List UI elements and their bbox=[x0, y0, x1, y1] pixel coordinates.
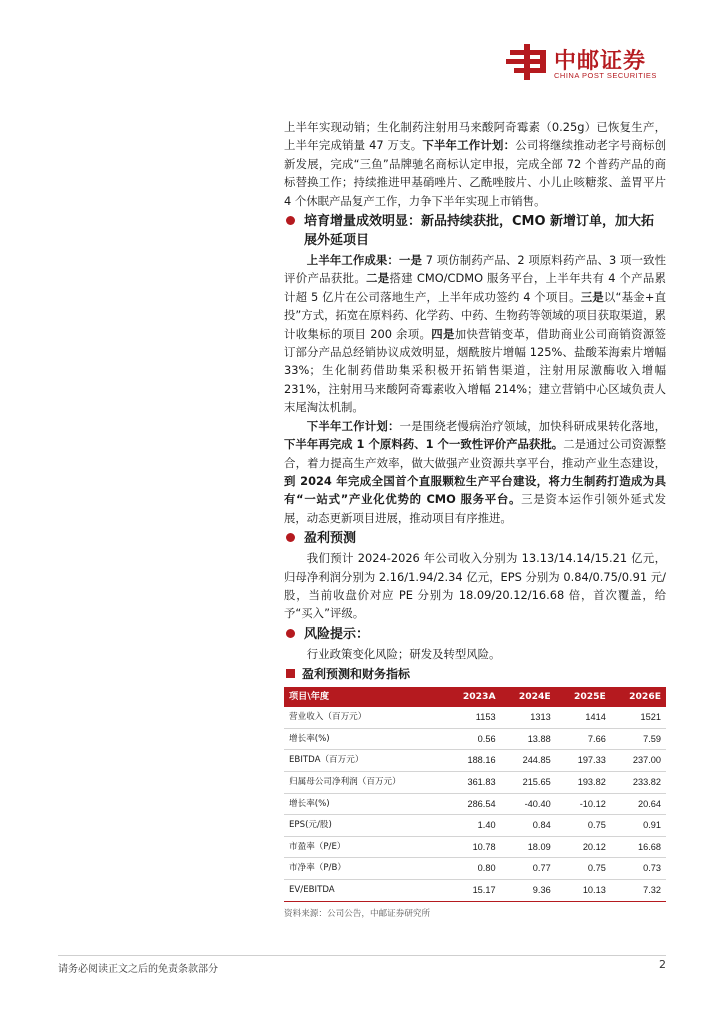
risk-paragraph: 行业政策变化风险；研发及转型风险。 bbox=[306, 646, 501, 661]
cell: EV/EBITDA bbox=[284, 879, 444, 901]
label: 到 2024 年完成全国首个直服颗粒生产平台建设，将力生制药打造成为具有“一站式”产业化优势的 CMO 服务平台。 bbox=[284, 473, 666, 507]
text: 7 项仿制药产品、2 项原料药产品、3 项一致性评价产品获批。 bbox=[284, 253, 666, 286]
section-title: 培育增量成效明显：新品持续获批，CMO 新增订单，加大拓展外延项目 bbox=[304, 214, 655, 249]
forecast-paragraph: 我们预计 2024-2026 年公司收入分别为 13.13/14.14/15.21 亿元，归母净利润分别为 2.16/1.94/2.34 亿元，EPS 分别为 0.84/0.75/0.91 元/股，当前收盘价对应 PE 分别为 18.09/20.12/16.68 倍，首次覆盖，给予“买入”评级。 bbox=[284, 551, 666, 621]
cell: 1313 bbox=[501, 707, 556, 728]
cell: 增长率(%) bbox=[284, 728, 444, 750]
page-number: 2 bbox=[659, 958, 666, 971]
table-row bbox=[284, 858, 666, 880]
table-row bbox=[284, 771, 666, 793]
cell: 10.78 bbox=[444, 836, 500, 858]
label: 一是 bbox=[398, 253, 423, 268]
header-cell: 2025E bbox=[556, 687, 611, 707]
cell: 0.56 bbox=[444, 728, 500, 750]
china-post-logo-icon bbox=[506, 44, 548, 80]
table-row bbox=[284, 707, 666, 728]
square-bullet-icon bbox=[286, 669, 295, 678]
cell: 1414 bbox=[556, 707, 611, 728]
cell: 188.16 bbox=[444, 750, 500, 772]
cell: 9.36 bbox=[501, 879, 556, 901]
table-title-text: 盈利预测和财务指标 bbox=[302, 667, 411, 682]
cell: 18.09 bbox=[501, 836, 556, 858]
cell: 20.64 bbox=[611, 793, 666, 815]
label: 下半年工作计划： bbox=[306, 418, 400, 433]
cell: 193.82 bbox=[556, 771, 611, 793]
cell: EBITDA（百万元） bbox=[284, 750, 444, 772]
bullet-icon bbox=[286, 216, 295, 225]
cell: 0.75 bbox=[556, 815, 611, 837]
header-cell: 项目\年度 bbox=[284, 687, 444, 707]
bullet-icon bbox=[286, 629, 295, 638]
section-title: 盈利预测 bbox=[304, 531, 357, 547]
cell: 0.73 bbox=[611, 858, 666, 880]
table-source: 资料来源：公司公告，中邮证券研究所 bbox=[284, 908, 431, 919]
text: 二是通过公司资源整合，着力提高生产效率，做大做强产业资源共享平台，推动产业生态建设， bbox=[284, 437, 666, 470]
text: 一是围绕老慢病治疗领域，加快科研成果转化落地， bbox=[399, 418, 666, 433]
cell: 13.88 bbox=[501, 728, 556, 750]
table-row bbox=[284, 793, 666, 815]
cell: 增长率(%) bbox=[284, 793, 444, 815]
intro-paragraph bbox=[284, 118, 666, 210]
report-body bbox=[284, 118, 666, 923]
table-header-row bbox=[284, 687, 666, 707]
cell: -10.12 bbox=[556, 793, 611, 815]
cell: 237.00 bbox=[611, 750, 666, 772]
label: 二是 bbox=[366, 271, 390, 286]
growth-results-paragraph bbox=[284, 251, 666, 417]
footer-disclaimer: 请务必阅读正文之后的免责条款部分 bbox=[58, 964, 218, 975]
cell: 市净率（P/B） bbox=[284, 858, 444, 880]
cell: 1521 bbox=[611, 707, 666, 728]
cell: 7.66 bbox=[556, 728, 611, 750]
cell: 归属母公司净利润（百万元） bbox=[284, 771, 444, 793]
cell: 营业收入（百万元） bbox=[284, 707, 444, 728]
table-row bbox=[284, 728, 666, 750]
bullet-icon bbox=[286, 533, 295, 542]
cell: 0.75 bbox=[556, 858, 611, 880]
label: 三是 bbox=[580, 289, 604, 304]
table-row bbox=[284, 750, 666, 772]
cell: 7.32 bbox=[611, 879, 666, 901]
cell: 244.85 bbox=[501, 750, 556, 772]
cell: -40.40 bbox=[501, 793, 556, 815]
cell: 15.17 bbox=[444, 879, 500, 901]
cell: 286.54 bbox=[444, 793, 500, 815]
cell: 233.82 bbox=[611, 771, 666, 793]
text: 加快营销变革，借助商业公司商销资源签订部分产品总经销协议成效明显，烟酰胺片增幅 125%、盐酸苯海索片增幅 33%；生化制药借助集采积极开拓销售渠道，注射用尿激酶收入增幅 231%，注射用马来酸阿奇霉素收入增幅 214%；建立营销中心区域负责人末尾淘汰机制。 bbox=[284, 326, 666, 415]
financial-table bbox=[284, 687, 666, 901]
cell: 7.59 bbox=[611, 728, 666, 750]
growth-plan-paragraph bbox=[284, 417, 666, 527]
text: 三是资本运作引领外延式发展，动态更新项目进展，推动项目有序推进。 bbox=[284, 492, 666, 525]
table-row bbox=[284, 815, 666, 837]
brand-name-cn: 中邮证券 bbox=[554, 49, 647, 74]
header-cell: 2026E bbox=[611, 687, 666, 707]
cell: 0.91 bbox=[611, 815, 666, 837]
header-cell: 2024E bbox=[501, 687, 556, 707]
cell: 197.33 bbox=[556, 750, 611, 772]
cell: 0.84 bbox=[501, 815, 556, 837]
brand-logo bbox=[506, 44, 666, 84]
cell: 215.65 bbox=[501, 771, 556, 793]
table-row bbox=[284, 879, 666, 901]
text: 搭建 CMO/CDMO 服务平台，上半年共有 4 个产品累计超 5 亿片在公司落地生产，上半年成功签约 4 个项目。 bbox=[284, 271, 666, 304]
label: 上半年工作成果： bbox=[306, 253, 399, 268]
cell: 市盈率（P/E） bbox=[284, 836, 444, 858]
cell: 10.13 bbox=[556, 879, 611, 901]
cell: 1.40 bbox=[444, 815, 500, 837]
label: 四是 bbox=[431, 326, 455, 341]
cell: EPS(元/股) bbox=[284, 815, 444, 837]
intro-text: 上半年实现动销；生化制药注射用马来酸阿奇霉素（0.25g）已恢复生产，上半年完成销量 47 万支。 bbox=[284, 120, 666, 153]
cell: 16.68 bbox=[611, 836, 666, 858]
section-title: 风险提示： bbox=[304, 626, 370, 642]
header-cell: 2023A bbox=[444, 687, 500, 707]
section-heading-risk bbox=[284, 625, 666, 644]
cell: 20.12 bbox=[556, 836, 611, 858]
intro-plan-label: 下半年工作计划： bbox=[422, 138, 516, 153]
cell: 1153 bbox=[444, 707, 500, 728]
text: 以“基金+直投”方式，拓宽在原料药、化学药、中药、生物药等领域的项目获取渠道，累计收集标的项目 200 余项。 bbox=[284, 289, 666, 341]
table-title bbox=[284, 665, 666, 683]
section-heading-forecast bbox=[284, 529, 666, 548]
footer-divider bbox=[58, 955, 666, 956]
section-heading-growth bbox=[284, 212, 666, 250]
cell: 0.77 bbox=[501, 858, 556, 880]
table-row bbox=[284, 836, 666, 858]
cell: 361.83 bbox=[444, 771, 500, 793]
intro-plan-text: 公司将继续推动老字号商标创新发展，完成“三鱼”品牌驰名商标认定申报，完成全部 72 个普药产品的商标替换工作；持续推进甲基硝唑片、乙酰唑胺片、小儿止咳糖浆、盖胃平片 4 个休眠产品复产工作，力争下半年实现上市销售。 bbox=[284, 138, 666, 208]
cell: 0.80 bbox=[444, 858, 500, 880]
brand-name-en: CHINA POST SECURITIES bbox=[554, 71, 657, 80]
label: 下半年再完成 1 个原料药、1 个一致性评价产品获批。 bbox=[284, 437, 564, 452]
